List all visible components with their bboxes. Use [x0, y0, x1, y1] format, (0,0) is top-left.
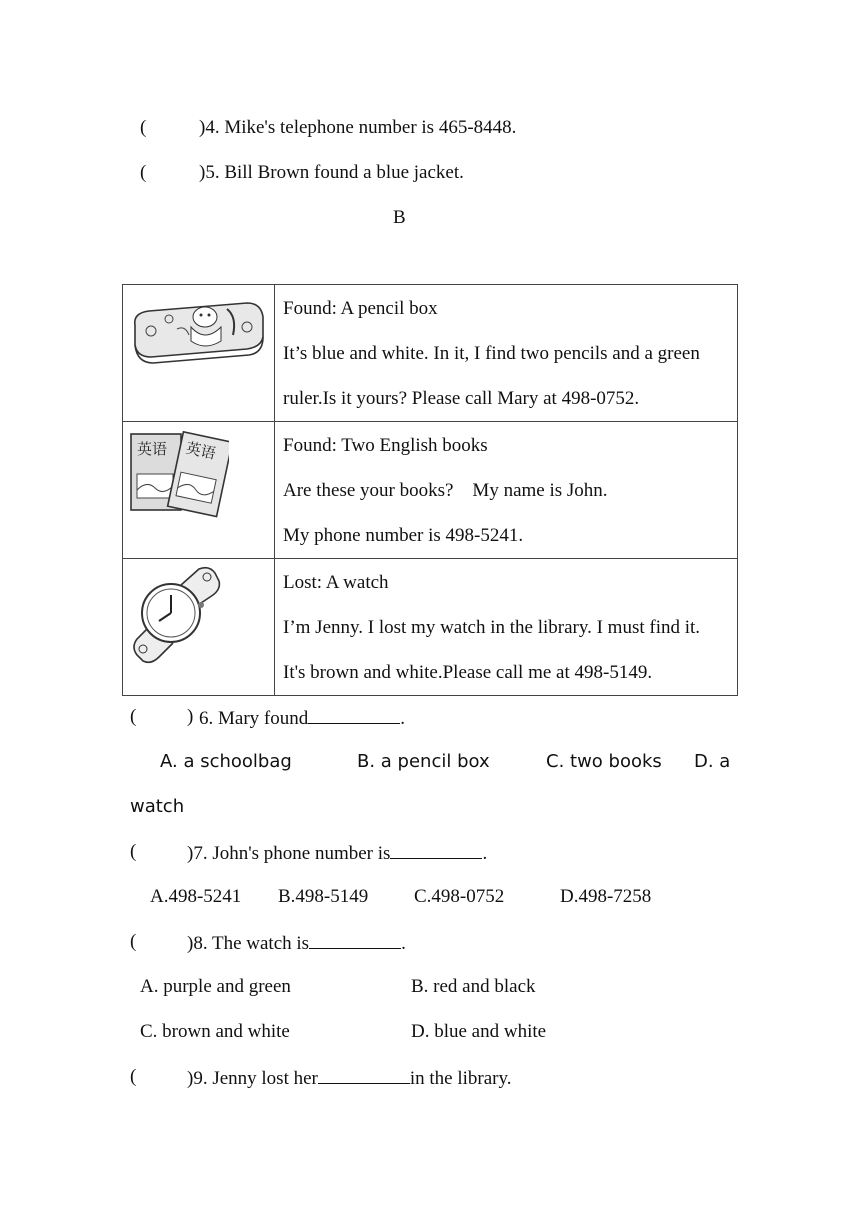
- answer-blank: [308, 705, 400, 724]
- book-label: 英语: [137, 440, 168, 458]
- q8-option-b: B. red and black: [411, 976, 536, 997]
- q9-question: [187, 1065, 512, 1091]
- notice-line: I’m Jenny. I lost my watch in the library. I must find it.: [283, 617, 701, 638]
- q8-paren: (: [130, 931, 137, 952]
- q7-option-d: D.498-7258: [560, 886, 652, 907]
- q4-text: )4. Mike's telephone number is 465-8448.: [199, 117, 517, 138]
- watch-icon: [129, 563, 225, 667]
- q5-paren: (: [140, 162, 147, 183]
- q7-paren: (: [130, 841, 137, 862]
- q7-option-a: A.498-5241: [150, 886, 242, 907]
- q6-close: ): [187, 706, 194, 727]
- q6-option-a: A. a schoolbag: [160, 751, 292, 772]
- notice-row: [123, 422, 738, 559]
- q8-text: )8. The watch is: [187, 933, 310, 954]
- q6-question: [199, 705, 405, 731]
- notice-row: [123, 285, 738, 422]
- q5-text: )5. Bill Brown found a blue jacket.: [199, 162, 464, 183]
- q6-end: .: [400, 708, 405, 729]
- answer-blank: [318, 1065, 410, 1084]
- english-books-icon: [129, 430, 229, 522]
- notice-text-cell: [275, 285, 738, 422]
- notice-line: ruler.Is it yours? Please call Mary at 498-0752.: [283, 388, 640, 409]
- notice-row: [123, 559, 738, 696]
- q8-option-d: D. blue and white: [411, 1021, 547, 1042]
- q8-question: [187, 930, 406, 956]
- q7-option-b: B.498-5149: [278, 886, 369, 907]
- notice-title: Found: Two English books: [283, 435, 488, 456]
- q6-text: 6. Mary found: [199, 708, 309, 729]
- notice-title: Lost: A watch: [283, 572, 389, 593]
- notice-text-cell: [275, 559, 738, 696]
- notice-image-cell: [123, 422, 275, 559]
- notice-line: It's brown and white.Please call me at 498-5149.: [283, 662, 653, 683]
- q9-text: )9. Jenny lost her: [187, 1068, 318, 1089]
- pencil-box-icon: [129, 295, 267, 367]
- q7-text: )7. John's phone number is: [187, 843, 391, 864]
- notice-text-cell: [275, 422, 738, 559]
- notice-line: My phone number is 498-5241.: [283, 525, 524, 546]
- answer-blank: [309, 930, 401, 949]
- q6-option-c: C. two books: [546, 751, 662, 772]
- q7-option-c: C.498-0752: [414, 886, 505, 907]
- notice-line: Are these your books? My name is John.: [283, 480, 608, 501]
- notices-table: [122, 284, 738, 696]
- notice-image-cell: [123, 285, 275, 422]
- book-label: 英语: [184, 438, 218, 463]
- q4-paren: (: [140, 117, 147, 138]
- q8-end: .: [401, 933, 406, 954]
- q8-option-c: C. brown and white: [140, 1021, 290, 1042]
- q7-end: .: [482, 843, 488, 864]
- notice-image-cell: [123, 559, 275, 696]
- q8-option-a: A. purple and green: [140, 976, 291, 997]
- q6-paren: (: [130, 706, 137, 727]
- answer-blank: [390, 840, 482, 859]
- q6-option-d: D. a: [694, 751, 731, 772]
- section-b-heading: B: [393, 207, 406, 228]
- q9-end: in the library.: [409, 1068, 512, 1089]
- notice-title: Found: A pencil box: [283, 298, 438, 319]
- notice-line: It’s blue and white. In it, I find two pencils and a green: [283, 343, 700, 364]
- q6-option-d-cont: watch: [130, 796, 185, 817]
- q9-paren: (: [130, 1066, 137, 1087]
- q6-option-b: B. a pencil box: [357, 751, 490, 772]
- q7-question: [187, 840, 487, 866]
